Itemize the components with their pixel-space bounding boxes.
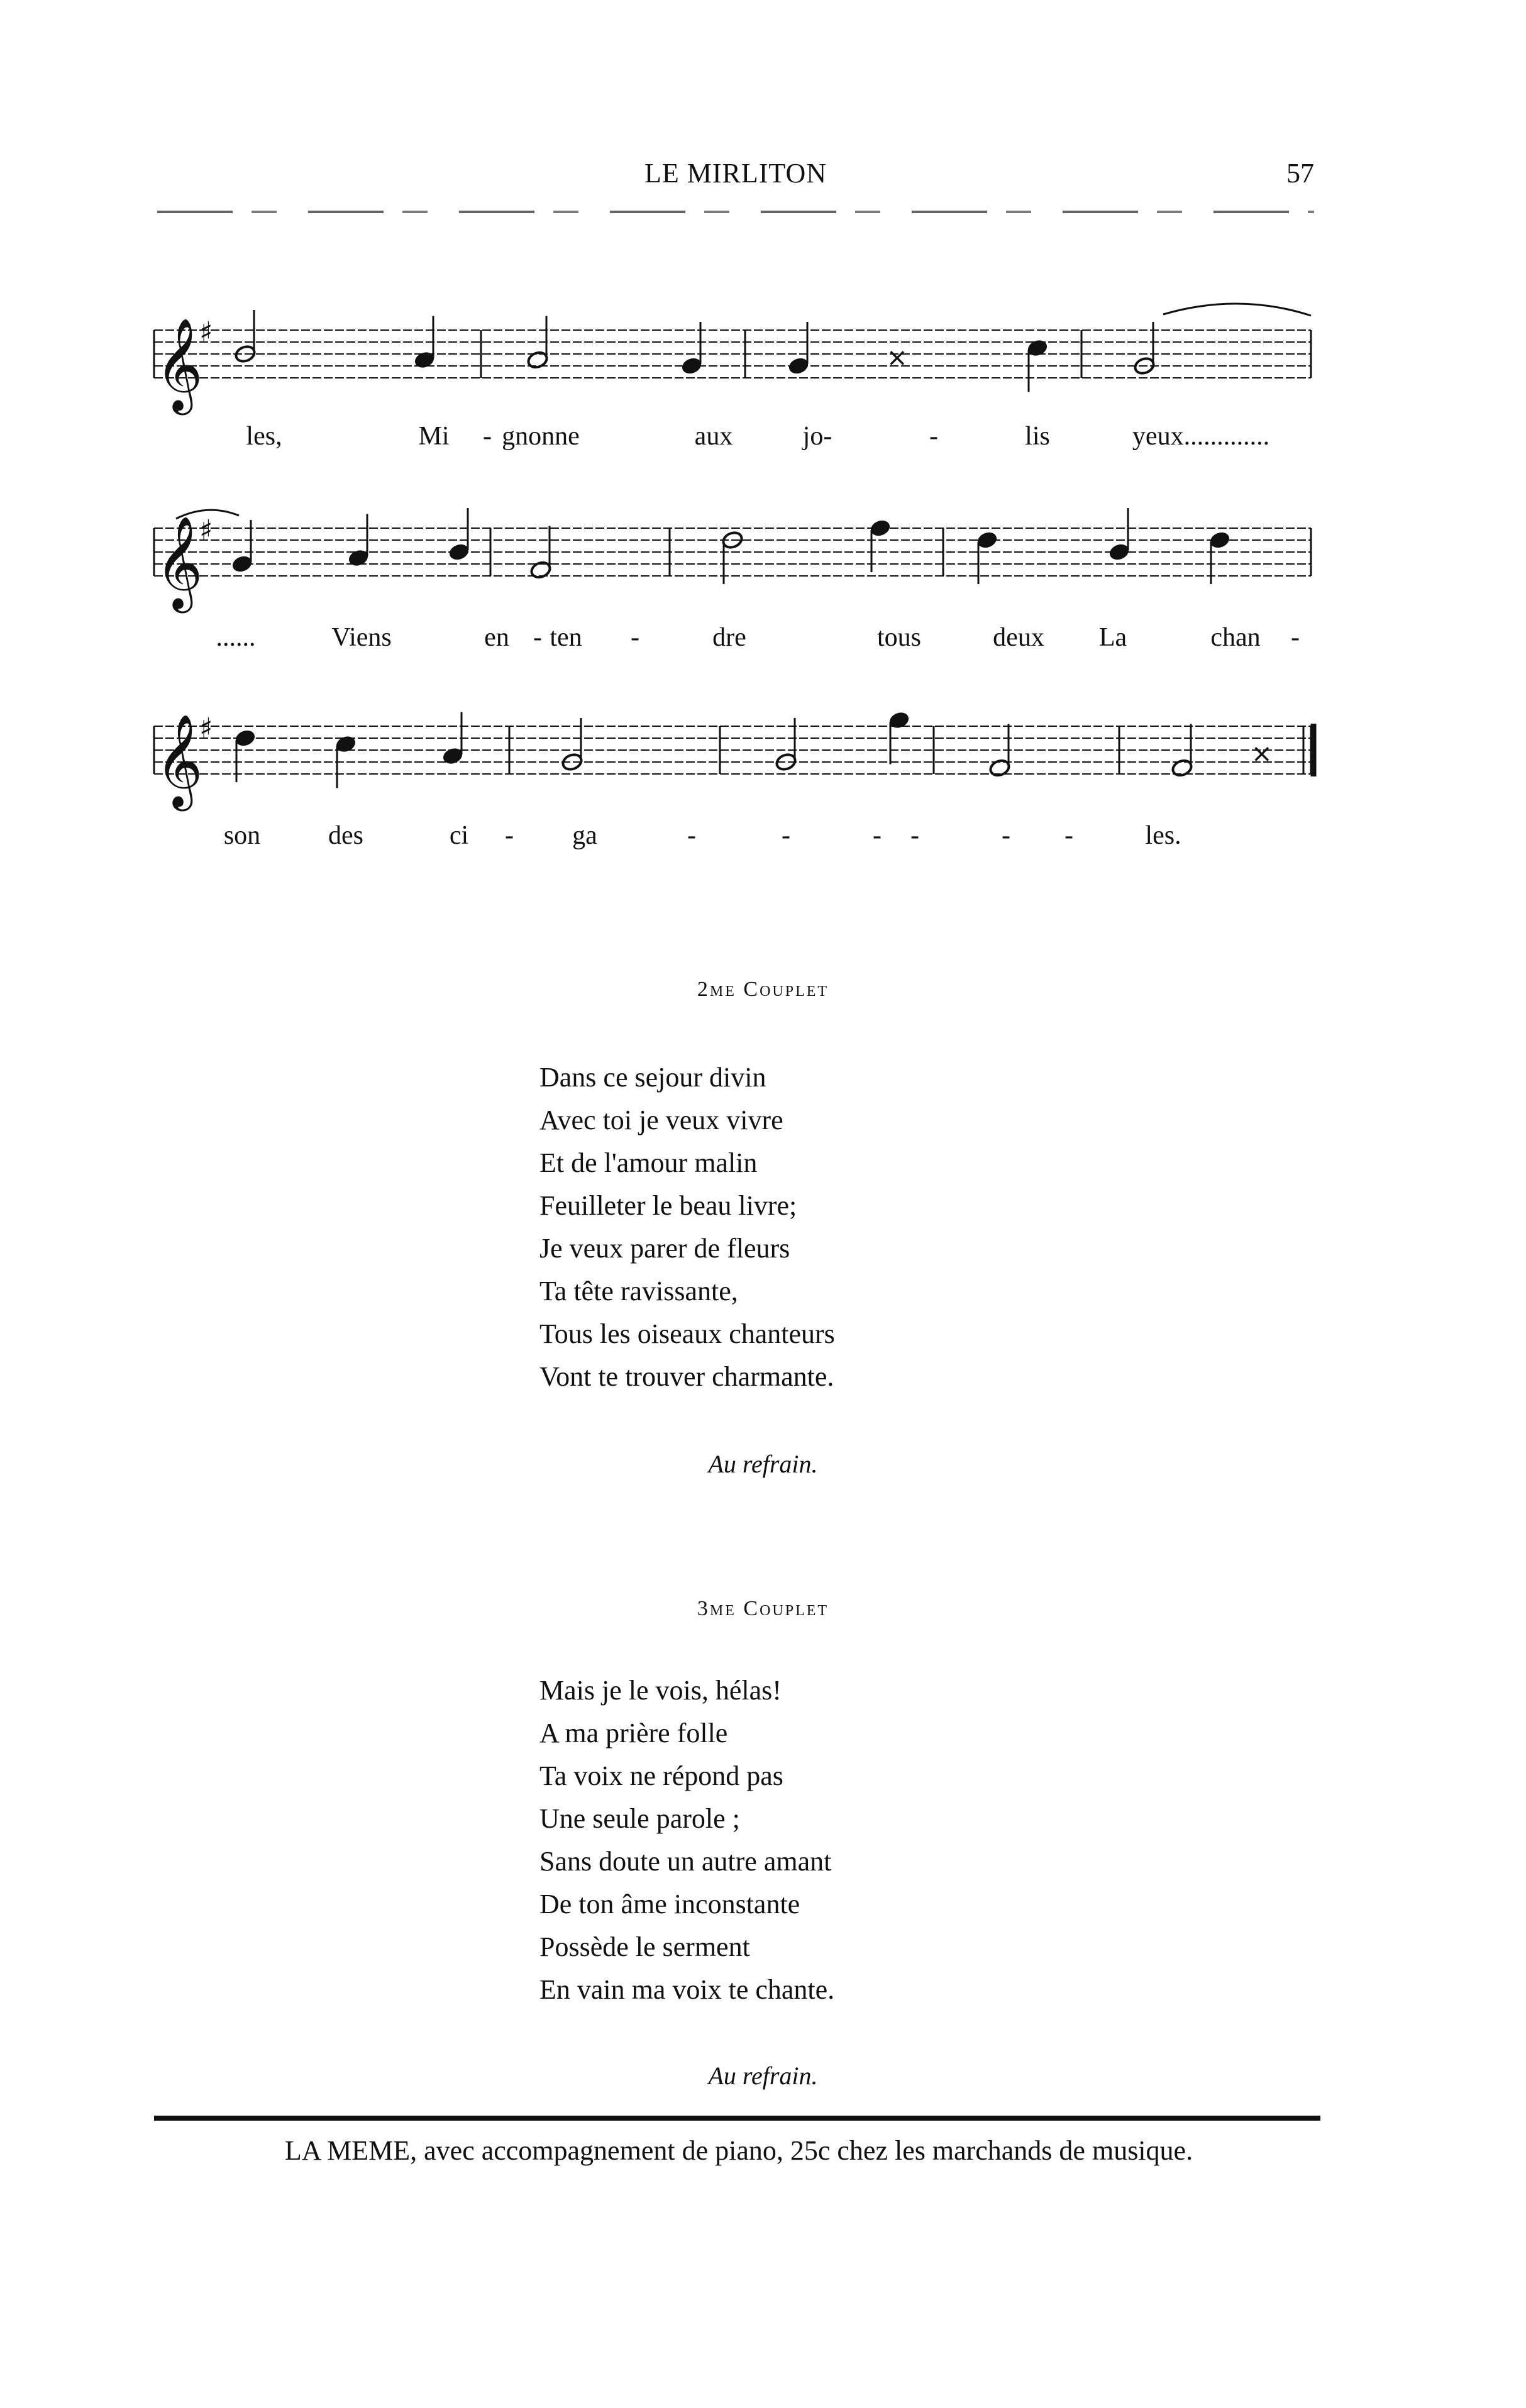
couplet-3-title: 3me Couplet [697, 1597, 829, 1620]
running-title: LE MIRLITON [644, 158, 827, 189]
verse-line: Une seule parole ; [539, 1803, 740, 1834]
lyric-syllable: aux [694, 422, 733, 451]
verse-line: De ton âme inconstante [539, 1889, 800, 1919]
key-signature-sharp-icon: ♯ [199, 514, 213, 546]
rest-icon: × [887, 343, 908, 372]
lyric-syllable: ga [572, 821, 597, 850]
rest-icon: × [1251, 739, 1273, 768]
lyric-syllable: - [1002, 821, 1010, 850]
key-signature-sharp-icon: ♯ [199, 712, 213, 744]
lyric-syllable: les. [1145, 821, 1181, 850]
treble-clef-icon: 𝄞 [155, 318, 203, 411]
lyric-syllable: les, [246, 422, 282, 451]
verse-line: Ta voix ne répond pas [539, 1760, 783, 1791]
couplet-3-verse [539, 1669, 834, 2011]
lyric-syllable: gnonne [502, 422, 580, 451]
lyric-syllable: - [1291, 623, 1300, 652]
lyric-syllable: lis [1025, 422, 1050, 451]
treble-clef-icon: 𝄞 [155, 714, 203, 807]
lyric-syllable: Mi [418, 422, 450, 451]
footer-rule [154, 2116, 1320, 2121]
lyric-syllable: ci [449, 821, 469, 850]
verse-line: Dans ce sejour divin [539, 1062, 766, 1093]
lyric-syllable: - [533, 623, 542, 652]
slur [1163, 304, 1311, 316]
verse-line: Ta tête ravissante, [539, 1276, 738, 1306]
verse-line: Sans doute un autre amant [539, 1846, 832, 1877]
lyric-syllable: - [505, 821, 514, 850]
lyric-syllable: - [687, 821, 696, 850]
verse-line: Et de l'amour malin [539, 1147, 758, 1178]
lyric-syllable: La [1098, 623, 1127, 652]
verse-line: Vont te trouver charmante. [539, 1361, 834, 1392]
lyric-syllable: - [873, 821, 882, 850]
verse-line: Mais je le vois, hélas! [539, 1675, 782, 1706]
couplet-2-verse [539, 1056, 835, 1398]
page-number: 57 [1286, 158, 1314, 189]
verse-line: En vain ma voix te chante. [539, 1974, 835, 2005]
lyric-syllable: des [328, 821, 363, 850]
verse-line: A ma prière folle [539, 1718, 728, 1748]
lyric-syllable: tous [876, 623, 922, 652]
verse-line: Tous les oiseaux chanteurs [539, 1318, 835, 1349]
couplet-2-refrain: Au refrain. [708, 1450, 818, 1478]
lyric-syllable: ...... [216, 623, 256, 652]
key-signature-sharp-icon: ♯ [199, 316, 213, 348]
lyric-syllable: ten [550, 623, 582, 652]
verse-line: Feuilleter le beau livre; [539, 1190, 797, 1221]
page-header [157, 157, 1314, 201]
verse-line: Possède le serment [539, 1931, 750, 1962]
header-rule [157, 211, 1314, 213]
couplet-2-title: 2me Couplet [697, 978, 829, 1001]
couplet-3-refrain: Au refrain. [708, 2062, 818, 2090]
lyric-syllable: Viens [331, 623, 392, 652]
lyric-syllable: en [484, 623, 509, 652]
lyric-syllable: jo- [802, 422, 832, 451]
lyric-syllable: - [631, 623, 639, 652]
lyric-syllable: - [1064, 821, 1073, 850]
lyric-syllable: son [223, 821, 261, 850]
lyric-syllable: - [782, 821, 790, 850]
lyric-syllable: - [929, 422, 938, 451]
footer-note: LA MEME, avec accompagnement de piano, 25c chez les marchands de musique. [284, 2135, 1193, 2166]
lyric-syllable: yeux............. [1132, 422, 1270, 451]
lyric-syllable: - [483, 422, 492, 451]
lyric-syllable: dre [712, 623, 746, 652]
lyric-syllable: chan [1210, 623, 1261, 652]
lyric-syllable: - [910, 821, 919, 850]
treble-clef-icon: 𝄞 [155, 516, 203, 609]
lyric-syllable: deux [993, 623, 1044, 652]
music-score [151, 264, 1346, 893]
verse-line: Je veux parer de fleurs [539, 1233, 790, 1264]
verse-line: Avec toi je veux vivre [539, 1105, 783, 1135]
